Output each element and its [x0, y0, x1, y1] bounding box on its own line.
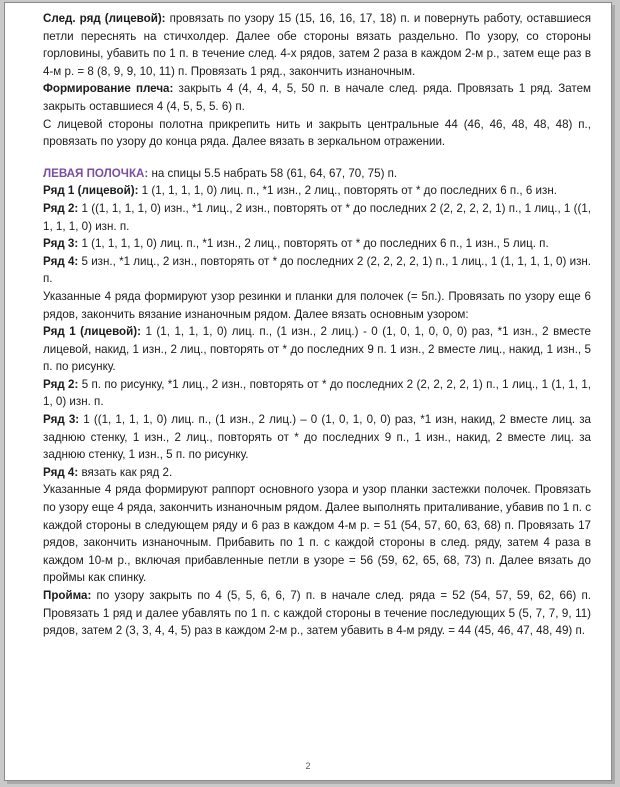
armhole [43, 587, 591, 640]
section-heading-left-front [43, 165, 591, 183]
row-4-main [43, 464, 591, 482]
row-label: Ряд 3: [43, 413, 80, 427]
row-4-rib [43, 253, 591, 288]
row-label: Ряд 3: [43, 237, 79, 251]
row-1-rib [43, 182, 591, 200]
row-text: 5 п. по рисунку, *1 лиц., 2 изн., повторять от * до последних 2 (2, 2, 2, 2, 1) п., 1 лиц., 1 (1, 1, 1, 1, 0) изн. п. [43, 377, 591, 409]
row-label: Ряд 4: [43, 254, 79, 268]
row-3-rib [43, 235, 591, 253]
paragraph-center-bind-off [43, 116, 591, 151]
document-body [43, 10, 591, 640]
row-label: Пройма: [43, 589, 92, 602]
row-text: 5 изн., *1 лиц., 2 изн., повторять от * до последних 2 (2, 2, 2, 2, 1) п., 1 лиц., 1 (1, 1, 1, 1, 0) изн. п. [43, 254, 592, 286]
row-text: вязать как ряд 2. [78, 465, 173, 479]
row-text: 1 ((1, 1, 1, 1, 0) изн., *1 лиц., 2 изн., повторять от * до последних 2 (2, 2, 2, 2, 1) п., 1 лиц., 1 ((1, 1, 1, 1, 0) изн. п. [43, 201, 592, 233]
row-label: Ряд 4: [43, 465, 79, 479]
page-number: 2 [305, 761, 311, 771]
paragraph-next-row [43, 10, 591, 80]
row-label: Ряд 2: [43, 377, 79, 391]
row-text: Указанные 4 ряда формируют узор резинки и планки для полочек (= 5п.). Провязать по узору еще 6 рядов, закончить вязание изнаночным рядом. Далее вязать основным узором: [43, 289, 591, 321]
row-2-main [43, 376, 591, 411]
row-text: 1 ((1, 1, 1, 1, 0) лиц. п., (1 изн., 2 лиц.) – 0 (1, 0, 1, 0, 0) раз, *1 изн, накид, 2 вместе лиц. за заднюю стенку, 1 изн., 2 лиц., повторять от * до последних 9 п., 1 изн., накид, 2 вместе лиц. за заднюю стенку, 1 изн., 5 п. по рисунку. [43, 413, 592, 462]
row-label: Ряд 1 (лицевой): [43, 325, 141, 339]
paragraph-text: закрыть 4 (4, 4, 4, 5, 50 п. в начале след. ряда. Провязать 1 ряд. Затем закрыть оставшиеся 4 (4, 5, 5, 5. 6) п. [43, 82, 591, 113]
row-text: 1 (1, 1, 1, 1, 0) лиц. п., *1 изн., 2 лиц., повторять от * до последних 6 п., 6 изн. [138, 184, 557, 198]
section-gap [43, 151, 591, 165]
waist-shaping [43, 481, 591, 587]
row-text: Указанные 4 ряда формируют раппорт основного узора и узор планки застежки полочек. Провязать по узору еще 4 ряда, закончить изнаночным рядом. Далее выполнять приталивание, убавив по 1 п. с каждой стороны в следующем ряду и 6 раз в каждом 4-м р. = 51 (54, 57, 60, 63, 68) п. Провязать 17 рядов, закончить изнаночным. Прибавить по 1 п. с каждой стороны в след. ряду, затем 4 раза в каждом 10-м р., включая прибавленные петли в узоре = 56 (59, 62, 65, 68, 73) п. Далее вязать до проймы как спинку. [43, 483, 591, 585]
paragraph-text: С лицевой стороны полотна прикрепить нить и закрыть центральные 44 (46, 46, 48, 48, 48) п., провязать по узору до конца ряда. Далее вязать в зеркальном отражении. [43, 117, 591, 149]
paragraph-label: Формирование плеча: [43, 82, 174, 96]
row-1-main [43, 323, 591, 376]
row-label: Ряд 1 (лицевой): [43, 184, 139, 198]
rib-summary [43, 288, 591, 323]
row-text: по узору закрыть по 4 (5, 5, 6, 6, 7) п. в начале след. ряда = 52 (54, 57, 59, 62, 66) п. Провязать 1 ряд и далее убавлять по 1 п. с каждой стороны в течение последующих 5 (5, 7, 7, 9, 11) рядов, затем 2 (3, 3, 4, 4, 5) раз в каждом 2-м р., затем убавить в 4-м ряду. = 44 (45, 46, 47, 48, 49) п. [43, 589, 591, 638]
paragraph-shoulder [43, 80, 591, 115]
section-heading: ЛЕВАЯ ПОЛОЧКА: [43, 166, 149, 180]
paragraph-text: провязать по узору 15 (15, 16, 16, 17, 18) п. и повернуть работу, оставшиеся петли переснять на стичхолдер. Далее обе стороны вязать раздельно. По узору, со стороны горловины, убавить по 1 п. в течение след. 4-х рядов, затем 2 раза в каждом 2-м р., затем еще раз в 4-м р. = 8 (8, 9, 9, 10, 11) п. Провязать 1 ряд., закончить изнаночным. [43, 12, 591, 78]
section-heading-text: на спицы 5.5 набрать 58 (61, 64, 67, 70, 75) п. [148, 166, 398, 180]
row-3-main [43, 411, 591, 464]
row-text: 1 (1, 1, 1, 1, 0) лиц. п., (1 изн., 2 лиц.) - 0 (1, 0, 1, 0, 0, 0) раз, *1 изн., 2 вместе лицевой, накид, 1 изн., 2 лиц., повторять от * до последних 9 п. 1 изн., 2 вместе лиц., накид, 1 изн., 5 п. по рисунку. [43, 325, 591, 374]
document-page [4, 2, 612, 781]
row-2-rib [43, 200, 591, 235]
row-label: Ряд 2: [43, 201, 79, 215]
paragraph-label: След. ряд (лицевой): [43, 12, 166, 25]
row-text: 1 (1, 1, 1, 1, 0) лиц. п., *1 изн., 2 лиц., повторять от * до последних 6 п., 1 изн., 5 лиц. п. [78, 237, 549, 251]
